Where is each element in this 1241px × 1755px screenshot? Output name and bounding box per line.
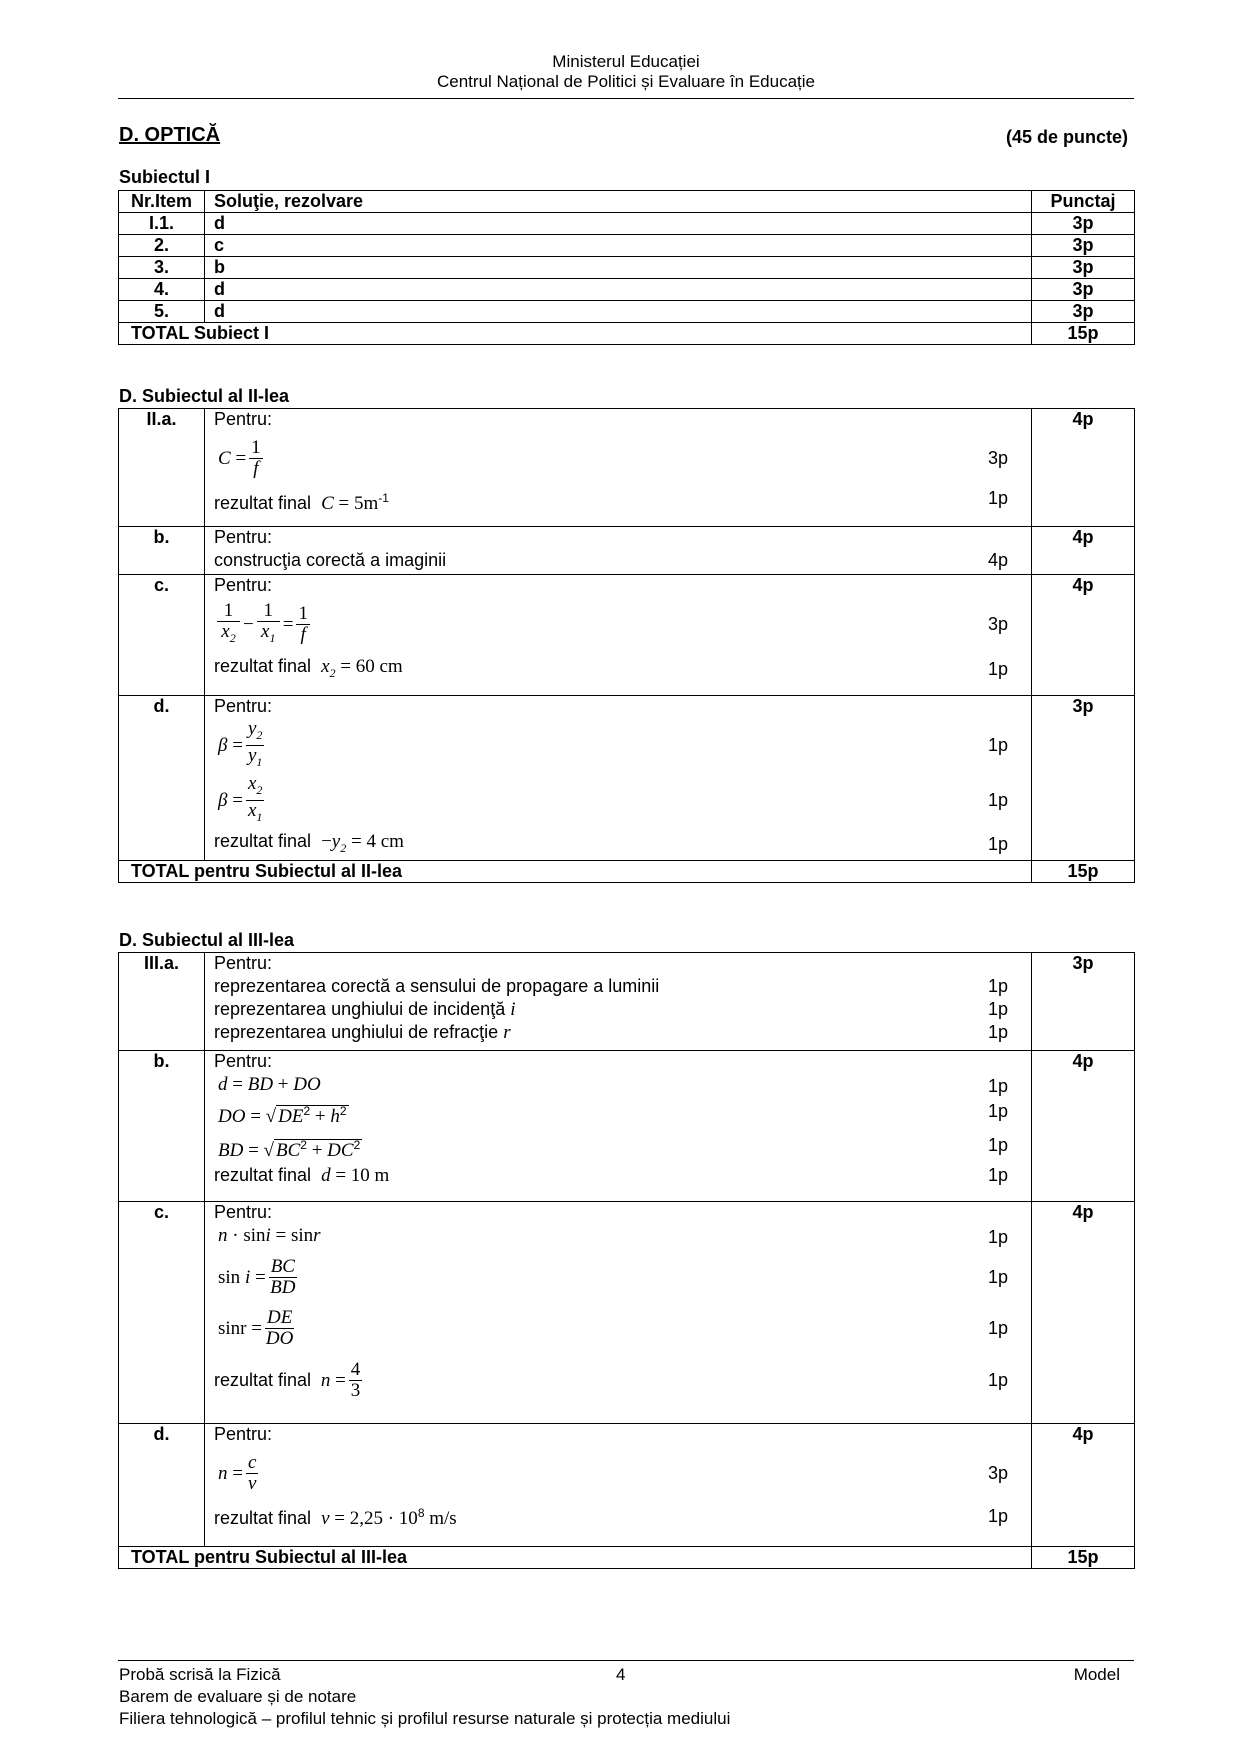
item-label: d. [119,696,205,861]
row-score: 3p [1032,257,1135,279]
fraction: $\frac{1}{x_1}$ [258,599,278,645]
item-label: b. [119,527,205,575]
item-label: c. [119,1202,205,1424]
subject1-title: Subiectul I [119,167,211,187]
equation-row: sinr = $\frac{DE}{DO}$ 1p [218,1306,1009,1349]
line-score: 1p [988,999,1009,1019]
header-center: Centrul Național de Politici și Evaluare în Educație [437,72,815,91]
row-score: 3p [1032,213,1135,235]
pentru-label: Pentru: [214,1424,273,1444]
total-score: 15p [1032,1547,1135,1569]
table-header-row [119,191,1135,213]
footer-line3: Filiera tehnologică – profilul tehnic și profilul resurse naturale și protecția mediului [119,1709,731,1728]
item-total: 4p [1032,527,1135,575]
row-answer: c [205,235,1032,257]
section-points: (45 de puncte) [1005,127,1128,147]
total-row [119,861,1135,883]
table-row [119,257,1135,279]
line-score: 1p [988,488,1009,508]
final-result: rezultat final $-y_2 = 4$ cm 1p [214,831,1009,855]
item-row-d [119,696,1135,861]
item-row-d [119,1424,1135,1547]
item-solution [205,527,1032,575]
final-result: rezultat final $C = 5m^{-1}$ 1p [214,488,1009,514]
equation-row: β = $\frac{y_2}{y_1}$ 1p [214,719,1025,771]
pentru-label: Pentru: [214,1051,273,1071]
item-total: 4p [1032,575,1135,696]
line-score: 1p [988,789,1009,810]
row-item: 2. [119,235,205,257]
line-score: 1p [988,659,1009,679]
pentru-label: Pentru: [214,696,273,716]
header-ministry: Ministerul Educației [552,52,700,71]
line-score: 1p [988,1101,1009,1121]
footer-model: Model [1073,1665,1120,1684]
fraction: $\frac{1}{f}$ [251,436,261,479]
total-row [119,1547,1135,1569]
item-row-c [119,575,1135,696]
row-answer: d [205,279,1032,301]
pentru-label: Pentru: [214,527,273,547]
final-result: rezultat final $x_2 = 60$ cm 1p [214,656,1009,680]
final-result: rezultat final $v = 2,25 \cdot 10^8$ m/s 1p [214,1506,1009,1529]
total-label: TOTAL pentru Subiectul al II-lea [119,861,1032,883]
total-score: 15p [1032,861,1135,883]
fraction: $\frac{y_2}{y_1}$ [247,717,263,769]
pentru-label: Pentru: [214,575,273,595]
line-score: 1p [988,1135,1009,1155]
equation-row: sin i = $\frac{BC}{BD}$ 1p [218,1255,1009,1298]
item-total: 3p [1032,696,1135,861]
header-divider [118,98,1134,99]
item-total: 3p [1032,953,1135,1051]
final-label: rezultat final [214,831,312,851]
item-total: 4p [1032,409,1135,527]
solution-line [214,976,1025,999]
header-item: Nr.Item [119,191,205,213]
variable: i [510,999,516,1020]
line-score: 1p [988,734,1009,755]
solution-text: reprezentarea corectă a sensului de propagare a luminii [214,976,660,996]
item-solution [205,1202,1032,1424]
total-score: 15p [1032,323,1135,345]
fraction: $\frac{BC}{BD}$ [270,1255,296,1298]
line-score: 3p [988,1462,1009,1483]
item-solution [205,696,1032,861]
total-row [119,323,1135,345]
page-number: 4 [616,1665,626,1684]
subject2-title: D. Subiectul al II-lea [119,386,290,406]
line-score: 1p [988,834,1009,854]
line-score: 1p [988,1076,1009,1096]
fraction: $\frac{4}{3}$ [350,1358,361,1401]
fraction: $\frac{DE}{DO}$ [265,1306,294,1349]
section-title: D. OPTICĂ [119,124,221,146]
final-sup: -1 [378,491,389,505]
row-item: I.1. [119,213,205,235]
line-score: 1p [988,1022,1009,1042]
item-total: 4p [1032,1424,1135,1547]
equation-row: β = $\frac{x_2}{x_1}$ 1p [214,771,1025,829]
row-answer: d [205,213,1032,235]
header-solution: Soluţie, rezolvare [205,191,1032,213]
item-label: III.a. [119,953,205,1051]
line-score: 4p [988,550,1009,570]
pentru-label: Pentru: [214,409,273,429]
total-label: TOTAL Subiect I [119,323,1032,345]
equation-row: n · sini = sinr 1p [218,1225,1009,1247]
final-result: rezultat final d = 10 m 1p [214,1165,1009,1186]
pentru-label: Pentru: [214,1202,273,1222]
row-answer: d [205,301,1032,323]
table-row [119,301,1135,323]
solution-text: construcţia corectă a imaginii [214,550,447,570]
equation-row: $\frac{1}{x_2}$ − $\frac{1}{x_1}$ = $\frac{1}{f}$ 3p [214,598,1025,650]
item-row-a [119,953,1135,1051]
item-solution [205,1424,1032,1547]
solution-line [214,550,1025,573]
line-score: 3p [988,447,1009,468]
row-item: 3. [119,257,205,279]
equation-row: DO = √ $DE^2 + h^2$ 1p [218,1101,1009,1127]
solution-text: reprezentarea unghiului de refracţie [214,1022,499,1042]
item-solution [205,953,1032,1051]
final-result: rezultat final n = $\frac{4}{3}$ 1p [214,1358,1009,1401]
line-score: 1p [988,976,1009,996]
item-solution [205,1051,1032,1202]
fraction: $\frac{1}{f}$ [298,602,308,645]
row-score: 3p [1032,301,1135,323]
line-score: 1p [988,1317,1009,1338]
table-row [119,279,1135,301]
final-label: rezultat final [214,1369,312,1390]
equation-row: C = $\frac{1}{f}$ 3p [218,436,1009,479]
fraction: $\frac{c}{v}$ [247,1451,257,1494]
solution-line [214,1022,1025,1045]
equation-row: d = BD + DO 1p [218,1074,1009,1096]
total-label: TOTAL pentru Subiectul al III-lea [119,1547,1032,1569]
final-label: rezultat final [214,656,312,676]
item-total: 4p [1032,1051,1135,1202]
row-item: 4. [119,279,205,301]
item-label: c. [119,575,205,696]
subject3-table [118,952,1135,1569]
final-label: rezultat final [214,1165,312,1185]
item-solution [205,409,1032,527]
item-solution [205,575,1032,696]
page-header [118,52,1134,92]
variable: r [503,1022,511,1043]
solution-text: reprezentarea unghiului de incidenţă [214,999,506,1019]
line-score: 1p [988,1165,1009,1185]
item-label: b. [119,1051,205,1202]
final-label: rezultat final [214,1508,312,1528]
table-row [119,213,1135,235]
item-row-a [119,409,1135,527]
item-row-b [119,1051,1135,1202]
equation-row: BD = √ $BC^2 + DC^2$ 1p [218,1135,1009,1161]
solution-line [214,999,1025,1022]
row-score: 3p [1032,235,1135,257]
pentru-label: Pentru: [214,953,273,973]
line-score: 3p [988,613,1009,634]
footer-line2: Barem de evaluare și de notare [119,1687,357,1706]
line-score: 1p [988,1227,1009,1247]
subject3-title: D. Subiectul al III-lea [119,930,295,950]
fraction: $\frac{x_2}{x_1}$ [247,772,263,824]
row-item: 5. [119,301,205,323]
item-row-b [119,527,1135,575]
subject2-table [118,408,1135,883]
footer-line1: Probă scrisă la Fizică [119,1665,281,1684]
item-total: 4p [1032,1202,1135,1424]
item-row-c [119,1202,1135,1424]
header-score: Punctaj [1032,191,1135,213]
subject1-table [118,190,1135,345]
equation-row: n = $\frac{c}{v}$ 3p [218,1451,1009,1494]
footer-divider [118,1660,1134,1661]
fraction: $\frac{1}{x_2}$ [219,599,238,645]
table-row [119,235,1135,257]
item-label: d. [119,1424,205,1547]
line-score: 1p [988,1369,1009,1390]
line-score: 1p [988,1506,1009,1526]
row-answer: b [205,257,1032,279]
line-score: 1p [988,1266,1009,1287]
row-score: 3p [1032,279,1135,301]
item-label: II.a. [119,409,205,527]
final-label: rezultat final [214,493,312,513]
